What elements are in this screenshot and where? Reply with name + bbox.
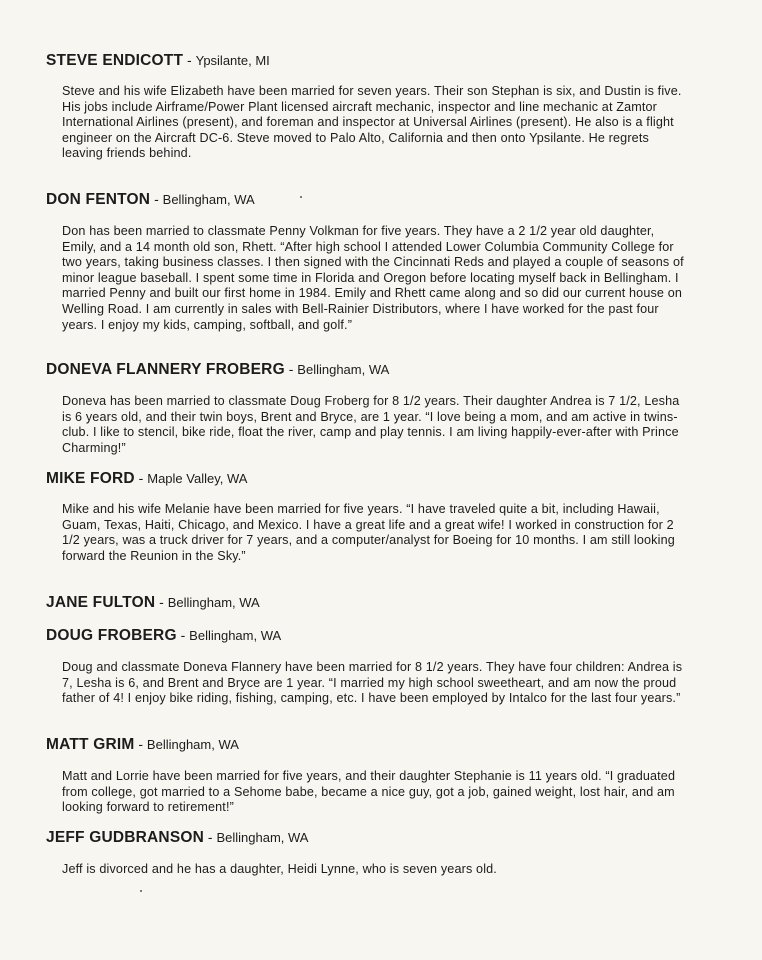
entry-text: Mike and his wife Melanie have been married for five years. “I have traveled quite a bit, including Hawaii, Guam, Texas, Haiti, Chicago, and Mexico. I have a great life and a great wife! I worked in construction for 2 1/2 years, was a truck driver for 7 years, and a computer/analyst for Boeing for 10 months. I am still looking forward the Reunion in the Sky.” — [62, 502, 675, 563]
classmate-name: DONEVA FLANNERY FROBERG — [46, 361, 285, 378]
classmate-name: MIKE FORD — [46, 470, 135, 487]
entry-text: Doneva has been married to classmate Doug Froberg for 8 1/2 years. Their daughter Andrea is 7 1/2, Lesha is 6 years old, and their twin boys, Brent and Bryce, are 1 year. “I love being a mom, and am active in twins-club. I like to stencil, bike ride, float the river, camp and play tennis. I am living happily-ever-after with Prince Charming!” — [62, 394, 680, 455]
entry-heading — [46, 470, 722, 487]
classmate-name: JANE FULTON — [46, 594, 156, 611]
separator: - — [204, 829, 217, 845]
classmate-location: Bellingham, WA — [162, 192, 255, 207]
entry-heading — [46, 736, 722, 753]
entry-text: Steve and his wife Elizabeth have been married for seven years. Their son Stephan is six, and Dustin is five. His jobs include Airframe/Power Plant licensed aircraft mechanic, inspector and line mechanic at Zamtor International Airlines (present), and foreman and inspector at Universal Airlines (present). He also is a flight engineer on the Aircraft DC-6. Steve moved to Palo Alto, California and then onto Ypsilante. He regrets leaving friends behind. — [62, 84, 682, 161]
entry-body — [62, 224, 690, 333]
separator: - — [183, 52, 196, 68]
entry-body — [62, 84, 690, 162]
entry-heading — [46, 191, 722, 208]
entry-text: Jeff is divorced and he has a daughter, Heidi Lynne, who is seven years old. — [62, 862, 497, 876]
classmate-name: STEVE ENDICOTT — [46, 52, 184, 69]
entry-body — [62, 862, 690, 878]
classmate-name: JEFF GUDBRANSON — [46, 829, 205, 846]
classmate-location: Bellingham, WA — [297, 362, 390, 377]
entry-body — [62, 660, 690, 707]
entry-text: Matt and Lorrie have been married for five years, and their daughter Stephanie is 11 years old. “I graduated from college, got married to a Sehome babe, became a nice guy, got a job, gained weight, lost hair, and am looking forward to retirement!” — [62, 769, 676, 815]
classmate-location: Maple Valley, WA — [147, 471, 248, 486]
entry-heading — [46, 52, 722, 69]
classmate-location: Bellingham, WA — [189, 628, 282, 643]
separator: - — [176, 627, 190, 643]
classmate-location: Bellingham, WA — [216, 830, 309, 845]
classmate-location: Bellingham, WA — [167, 595, 260, 610]
entry-body — [62, 502, 690, 564]
classmate-name: DON FENTON — [46, 191, 151, 208]
entry-text: Doug and classmate Doneva Flannery have been married for 8 1/2 years. They have four children: Andrea is 7, Lesha is 6, and Brent and Bryce are 1 year. “I married my high school sweetheart, and am now the proud father of 4! I enjoy bike riding, fishing, camping, etc. I have been employed by Intalco for the last four years.” — [62, 660, 683, 706]
classmate-name: MATT GRIM — [46, 736, 135, 753]
separator: - — [155, 594, 168, 610]
separator: - — [134, 470, 148, 486]
classmate-location: Ypsilante, MI — [195, 53, 270, 68]
entry-heading — [46, 594, 722, 611]
entry-body — [62, 769, 690, 816]
entry-heading — [46, 361, 722, 378]
classmate-name: DOUG FROBERG — [46, 627, 177, 644]
scan-speck — [140, 890, 142, 892]
entry-heading — [46, 627, 722, 644]
separator: - — [284, 361, 298, 377]
separator: - — [134, 736, 147, 752]
classmate-location: Bellingham, WA — [146, 737, 239, 752]
separator: - — [150, 191, 163, 207]
scan-speck — [300, 196, 302, 198]
entry-heading — [46, 829, 722, 846]
entry-text: Don has been married to classmate Penny Volkman for five years. They have a 2 1/2 year old daughter, Emily, and a 14 month old son, Rhett. “After high school I attended Lower Columbia Community College for two years, taking business classes. I then signed with the Cincinnati Reds and played a couple of seasons of minor league baseball. I spent some time in Florida and Oregon before locating myself back in Bellingham. I married Penny and built our first home in 1984. Emily and Rhett came along and so did our current house on Welling Road. I am currently in sales with Bell-Rainier Distributors, where I have worked for the past four years. I enjoy my kids, camping, softball, and golf.” — [62, 224, 684, 332]
entry-body — [62, 394, 690, 456]
